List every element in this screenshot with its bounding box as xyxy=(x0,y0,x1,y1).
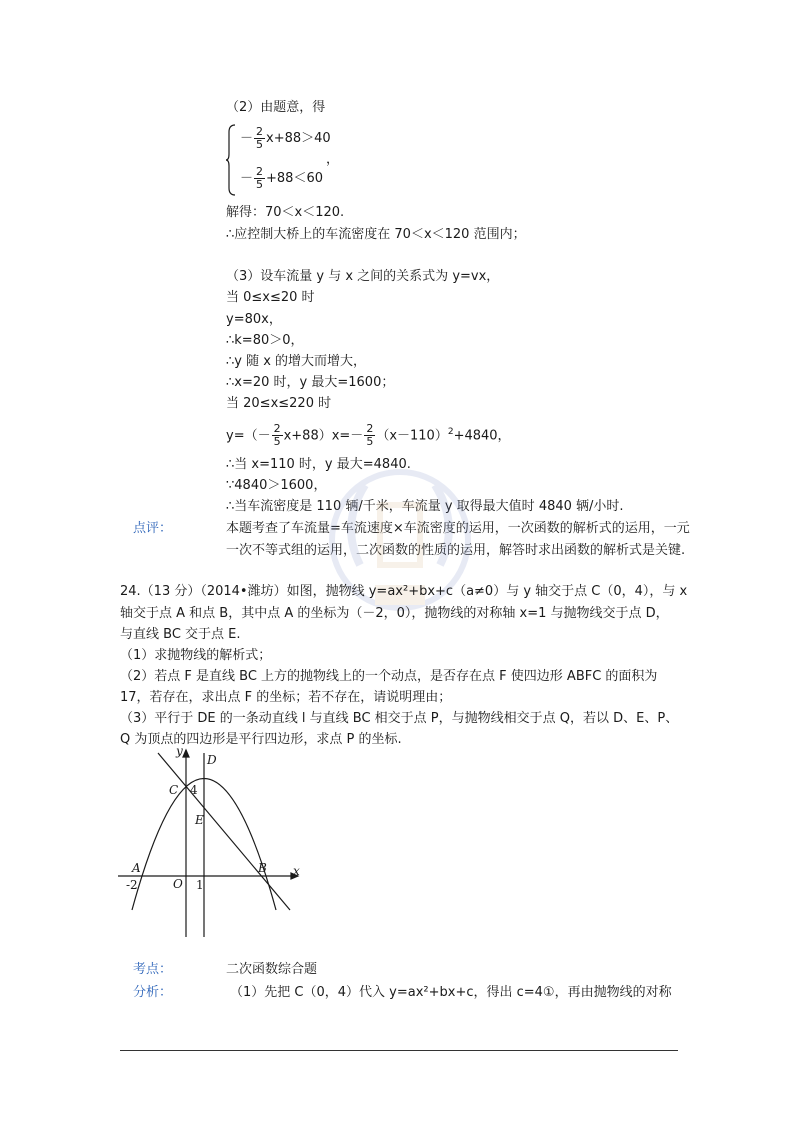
label-c: C xyxy=(169,783,179,797)
q24-line3: 与直线 BC 交于点 E. xyxy=(120,627,241,642)
q24-sub3b: Q 为顶点的四边形是平行四边形，求点 P 的坐标. xyxy=(120,732,402,747)
comment-label: 点评： xyxy=(133,521,173,536)
q24-line2: 轴交于点 A 和点 B，其中点 A 的坐标为（－2，0），抛物线的对称轴 x=1 与抛物线交于点 D， xyxy=(120,606,669,621)
q24-sub3a: （3）平行于 DE 的一条动直线 l 与直线 BC 相交于点 P，与抛物线相交于点 Q，若以 D、E、P、 xyxy=(120,711,679,726)
kaodian-label: 考点： xyxy=(133,962,173,977)
parabola-figure xyxy=(118,745,308,945)
part2-solve: 解得：70＜x＜120. xyxy=(226,205,345,220)
inequality-1: － $\frac{2}{5}$ x+88＞40 xyxy=(240,125,331,151)
part3-equation: y=（－ $\frac{2}{5}$ x+88）x=－ $\frac{2}{5}$ $(x-110)^2+4840$， xyxy=(226,422,511,449)
system-brace xyxy=(226,124,236,196)
q24-sub2b: 17，若存在，求出点 F 的坐标；若不存在，请说明理由； xyxy=(120,690,452,705)
part3-line4: ∴x=20 时，y 最大=1600； xyxy=(226,375,395,390)
system-comma: ， xyxy=(326,152,340,167)
y-axis-arrow xyxy=(183,750,189,757)
part2-heading: （2）由题意，得 xyxy=(226,100,326,115)
comment-line1: 本题考查了车流量=车流速度×车流密度的运用，一次函数的解析式的运用，一元 xyxy=(226,521,690,536)
kaodian-text: 二次函数综合题 xyxy=(226,962,318,977)
label-one: 1 xyxy=(196,878,204,892)
fenxi-label: 分析： xyxy=(133,985,173,1000)
footer-divider xyxy=(120,1050,678,1051)
label-four: 4 xyxy=(190,783,198,797)
label-b: B xyxy=(258,861,267,875)
part3-line5: ∴当 x=110 时，y 最大=4840. xyxy=(226,457,411,472)
label-e: E xyxy=(195,813,204,827)
fenxi-text: （1）先把 C（0，4）代入 y=ax²+bx+c，得出 c=4①，再由抛物线的对称 xyxy=(230,985,672,1000)
inequality-2: － $\frac{2}{5}$ +88＜60 xyxy=(240,165,323,191)
label-x: x xyxy=(293,864,300,878)
part3-line1: y=80x， xyxy=(226,312,282,327)
q24-sub1: （1）求抛物线的解析式； xyxy=(120,648,272,663)
label-d: D xyxy=(207,753,217,767)
label-a: A xyxy=(132,861,141,875)
part3-case1: 当 0≤x≤20 时 xyxy=(226,290,315,305)
part3-line3: ∴y 随 x 的增大而增大， xyxy=(226,354,367,369)
label-y: y xyxy=(176,745,183,758)
part3-line2: ∴k=80＞0， xyxy=(226,333,304,348)
part3-line6: ∵4840＞1600， xyxy=(226,478,327,493)
q24-line1: 24.（13 分）（2014•潍坊）如图，抛物线 y=ax²+bx+c（a≠0）与 y 轴交于点 C（0，4），与 x xyxy=(120,584,688,599)
part3-case2: 当 20≤x≤220 时 xyxy=(226,396,332,411)
q24-sub2a: （2）若点 F 是直线 BC 上方的抛物线上的一个动点，是否存在点 F 使四边形 ABFC 的面积为 xyxy=(120,669,658,684)
label-o: O xyxy=(173,877,183,891)
part2-conclusion: ∴应控制大桥上的车流密度在 70＜x＜120 范围内； xyxy=(226,227,526,242)
part3-heading: （3）设车流量 y 与 x 之间的关系式为 y=vx， xyxy=(226,269,500,284)
label-neg2: -2 xyxy=(126,878,138,892)
part3-line7: ∴当车流密度是 110 辆/千米，车流量 y 取得最大值时 4840 辆/小时. xyxy=(226,499,624,514)
comment-line2: 一次不等式组的运用，二次函数的性质的运用，解答时求出函数的解析式是关键. xyxy=(226,543,686,558)
